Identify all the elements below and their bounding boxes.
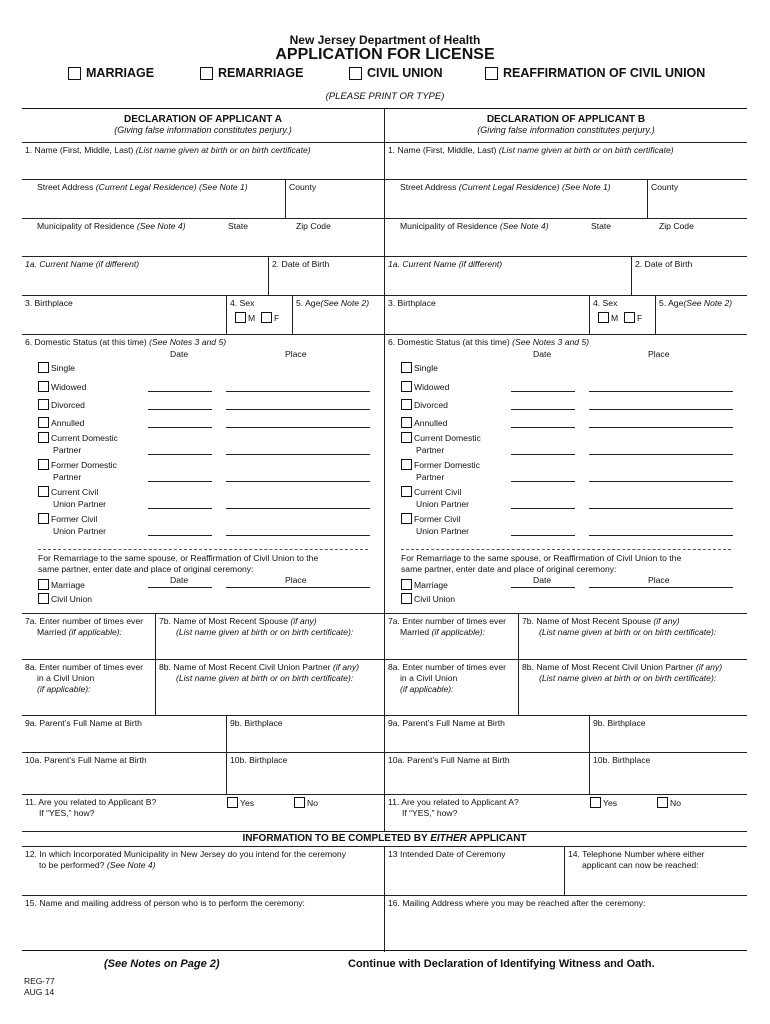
a-related-no-label: No [307,798,318,808]
b-divider [401,549,731,550]
a-street-label: Street Address [37,182,94,192]
a-7a-note: (if applicable): [68,627,123,637]
a-orig-marriage-label: Marriage [51,580,85,590]
marriage-checkbox[interactable] [68,67,81,80]
a-7a-label: 7a. Enter number of times ever [25,616,143,626]
a-sex-label: 4. Sex [230,298,255,308]
b-sex-label: 4. Sex [593,298,618,308]
b-current-dp-label: Current Domestic Partner [414,433,481,455]
a-status-current-dp[interactable] [38,432,118,456]
a-zip-label: Zip Code [296,221,331,231]
a-status-divorced[interactable] [38,399,85,411]
b-status-former-dp[interactable] [401,459,480,483]
applicant-b-perjury: (Giving false information constitutes perjury.) [477,125,655,135]
b-age-label: 5. Age [659,298,684,308]
b-annulled-date-line[interactable] [511,427,575,428]
a-street-field[interactable] [22,180,286,219]
type-reaffirmation-label: REAFFIRMATION OF CIVIL UNION [503,66,706,80]
q12-label-2: to be performed? [39,860,105,870]
a-current-cu-checkbox[interactable] [38,486,49,497]
a-municipality-note: (See Note 4) [136,221,186,231]
a-former-cu-label: Former Civil Union Partner [51,514,107,536]
a-related-yes-checkbox[interactable] [227,797,238,808]
a-divider [38,549,368,550]
b-name-note: (List name given at birth or on birth certificate) [498,145,674,155]
a-current-cu-date-line[interactable] [148,508,212,509]
a-domestic-label: 6. Domestic Status (at this time) [25,337,147,347]
b-annulled-place-line[interactable] [589,427,733,428]
b-parent1-birthplace-field[interactable] [590,716,747,753]
b-7b-note: (if any) [653,616,680,626]
q12-label: 12. In which Incorporated Municipality in New Jersey do you intend for the ceremony [25,849,346,859]
b-current-cu-date-line[interactable] [511,508,575,509]
type-civil-union[interactable] [349,66,442,80]
a-single-label: Single [51,363,75,373]
a-10a-label: 10a. Parent’s Full Name at Birth [25,755,147,765]
a-date-header: Date [170,349,189,359]
a-related-yes-label: Yes [240,798,255,808]
a-current-dp-date-line[interactable] [148,454,212,455]
form-title: APPLICATION FOR LICENSE [275,46,495,63]
a-divorced-place-line[interactable] [226,409,370,410]
a-orig-marriage-checkbox[interactable] [38,579,49,590]
q14-label: 14. Telephone Number where either [568,849,705,859]
b-orig-marriage[interactable] [401,579,448,591]
b-orig-cu-label: Civil Union [414,594,456,604]
b-related-yes-checkbox[interactable] [590,797,601,808]
b-status-single[interactable] [401,362,438,374]
b-related-yes[interactable] [590,797,617,809]
b-orig-place-header: Place [648,575,670,585]
b-7a-label-2: Married [400,627,430,637]
b-current-cu-place-line[interactable] [589,508,733,509]
b-8b-note: (if any) [695,662,723,672]
a-name-field[interactable] [22,142,385,180]
b-11-label: 11. Are you related to Applicant A? [388,797,519,807]
a-municipality-field[interactable] [22,219,385,257]
b-parent2-name-field[interactable] [385,753,590,795]
type-marriage-label: MARRIAGE [86,66,155,80]
b-remarriage-text-2: same partner, enter date and place of original ceremony: [401,564,617,574]
q13-label: 13 Intended Date of Ceremony [388,849,506,859]
a-status-current-cu[interactable] [38,486,106,510]
a-8b-note: (if any) [332,662,360,672]
type-reaffirmation[interactable] [485,66,705,80]
b-street-note: (Current Legal Residence) (See Note 1) [458,182,611,192]
q16-label: 16. Mailing Address where you may be reached after the ceremony: [388,898,646,908]
b-former-dp-label: Former Domestic Partner [414,460,480,482]
b-7a-note: (if applicable): [431,627,486,637]
a-current-name-label: 1a. Current Name (if different) [25,259,140,269]
a-age-note: (See Note 2) [320,298,370,308]
a-remarriage-text-1: For Remarriage to the same spouse, or Reaffirmation of Civil Union to the [38,553,319,563]
form-code: REG-77 [24,976,55,986]
a-birthplace-field[interactable] [22,296,227,335]
a-7b-note: (if any) [290,616,317,626]
b-age-field[interactable] [656,296,747,335]
b-municipality-field[interactable] [385,219,747,257]
b-8a-note: (if applicable): [400,684,454,694]
b-related-no-checkbox[interactable] [657,797,668,808]
officiant-field[interactable] [22,896,385,952]
form-revision: AUG 14 [24,987,55,997]
a-current-cu-place-line[interactable] [226,508,370,509]
b-former-cu-date-line[interactable] [511,535,575,536]
a-annulled-place-line[interactable] [226,427,370,428]
a-former-dp-checkbox[interactable] [38,459,49,470]
a-status-former-cu[interactable] [38,513,106,537]
b-8b-label: 8b. Name of Most Recent Civil Union Partner [522,662,694,672]
b-recent-spouse-field[interactable] [519,614,747,660]
reaffirmation-checkbox[interactable] [485,67,498,80]
a-annulled-date-line[interactable] [148,427,212,428]
a-sex-m-checkbox[interactable] [235,312,246,323]
b-10b-label: 10b. Birthplace [593,755,651,765]
b-county-field[interactable] [648,180,747,219]
b-age-note: (See Note 2) [683,298,733,308]
a-orig-date-header: Date [170,575,189,585]
b-related-no[interactable] [657,797,681,809]
agency-name: New Jersey Department of Health [289,33,481,47]
b-9a-label: 9a. Parent’s Full Name at Birth [388,718,505,728]
b-domestic-label: 6. Domestic Status (at this time) [388,337,510,347]
b-current-dp-date-line[interactable] [511,454,575,455]
b-status-current-dp[interactable] [401,432,481,456]
q12-note: (See Note 4) [106,860,156,870]
b-annulled-checkbox[interactable] [401,417,412,428]
b-remarriage-text-1: For Remarriage to the same spouse, or Reaffirmation of Civil Union to the [401,553,682,563]
b-widowed-date-line[interactable] [511,391,575,392]
a-times-married-field[interactable] [22,614,156,660]
b-current-dp-place-line[interactable] [589,454,733,455]
a-sex-f-label: F [274,313,280,323]
q15-label: 15. Name and mailing address of person who is to perform the ceremony: [25,898,305,908]
type-remarriage[interactable] [200,66,303,80]
b-status-widowed[interactable] [401,381,449,393]
b-recent-cu-partner-field[interactable] [519,660,747,716]
b-divorced-label: Divorced [414,400,448,410]
b-street-field[interactable] [385,180,648,219]
a-widowed-label: Widowed [51,382,87,392]
application-form [22,108,747,951]
b-former-cu-checkbox[interactable] [401,513,412,524]
a-times-civil-union-field[interactable] [22,660,156,716]
a-former-cu-checkbox[interactable] [38,513,49,524]
b-7a-label: 7a. Enter number of times ever [388,616,506,626]
a-sex-m-label: M [248,313,256,323]
a-related-no[interactable] [294,797,318,809]
b-widowed-label: Widowed [414,382,450,392]
continue-note: Continue with Declaration of Identifying Witness and Oath. [348,958,655,970]
a-7b-note-2: (List name given at birth or on birth certificate): [176,627,354,637]
b-orig-cu-checkbox[interactable] [401,593,412,604]
b-single-checkbox[interactable] [401,362,412,373]
applicant-a-title: DECLARATION OF APPLICANT A [124,114,282,125]
a-remarriage-text-2: same partner, enter date and place of original ceremony: [38,564,254,574]
b-times-married-field[interactable] [385,614,519,660]
b-7b-note-2: (List name given at birth or on birth certificate): [539,627,717,637]
applicant-b-title: DECLARATION OF APPLICANT B [486,114,646,125]
a-current-dp-label: Current Domestic Partner [51,433,118,455]
b-street-label: Street Address [400,182,457,192]
applicant-a-perjury: (Giving false information constitutes perjury.) [114,125,292,135]
a-related-no-checkbox[interactable] [294,797,305,808]
a-recent-spouse-field[interactable] [156,614,385,660]
b-domestic-status [385,335,747,614]
b-related-yes-label: Yes [603,798,618,808]
b-name-field[interactable] [385,142,747,180]
b-name-label: 1. Name (First, Middle, Last) [388,145,497,155]
a-status-widowed[interactable] [38,381,86,393]
a-8b-label: 8b. Name of Most Recent Civil Union Partner [159,662,331,672]
b-parent2-birthplace-field[interactable] [590,753,747,795]
ceremony-municipality-field[interactable] [22,847,385,896]
b-dob-field[interactable] [632,257,747,296]
type-remarriage-label: REMARRIAGE [218,66,304,80]
see-notes: (See Notes on Page 2) [104,958,220,970]
a-sex-m[interactable] [235,312,255,324]
a-county-field[interactable] [286,180,385,219]
a-orig-civil-union[interactable] [38,593,92,605]
a-former-cu-place-line[interactable] [226,535,370,536]
either-applicant-heading [22,832,747,847]
b-status-current-cu[interactable] [401,486,469,510]
b-orig-date-line[interactable] [511,587,575,588]
a-status-former-dp[interactable] [38,459,117,483]
a-county-label: County [289,182,317,192]
b-related-no-label: No [670,798,681,808]
a-parent1-name-field[interactable] [22,716,227,753]
a-11-label: 11. Are you related to Applicant B? [25,797,157,807]
b-orig-marriage-checkbox[interactable] [401,579,412,590]
civil-union-checkbox[interactable] [349,67,362,80]
b-sex-m[interactable] [598,312,618,324]
a-annulled-checkbox[interactable] [38,417,49,428]
a-age-field[interactable] [293,296,385,335]
b-former-dp-checkbox[interactable] [401,459,412,470]
b-single-label: Single [414,363,438,373]
b-divorced-date-line[interactable] [511,409,575,410]
remarriage-checkbox[interactable] [200,67,213,80]
b-status-annulled[interactable] [401,417,447,429]
b-orig-civil-union[interactable] [401,593,455,605]
a-birthplace-label: 3. Birthplace [25,298,73,308]
q14-label-2: applicant can now be reached: [582,860,699,870]
b-8a-label: 8a. Enter number of times ever [388,662,506,672]
a-sex-f-checkbox[interactable] [261,312,272,323]
b-municipality-label: Municipality of Residence [400,221,498,231]
print-instruction: (PLEASE PRINT OR TYPE) [325,91,445,102]
a-orig-marriage[interactable] [38,579,85,591]
a-9a-label: 9a. Parent’s Full Name at Birth [25,718,142,728]
form-number [24,976,55,998]
a-orig-place-line[interactable] [226,587,370,588]
a-parent1-birthplace-field[interactable] [227,716,385,753]
either-heading-post: APPLICANT [466,833,527,844]
a-municipality-label: Municipality of Residence [37,221,135,231]
b-status-divorced[interactable] [401,399,448,411]
b-place-header: Place [648,349,670,359]
a-7b-label: 7b. Name of Most Recent Spouse [159,616,288,626]
b-10a-label: 10a. Parent’s Full Name at Birth [388,755,510,765]
a-status-single[interactable] [38,362,75,374]
b-orig-place-line[interactable] [589,587,733,588]
b-sex-m-checkbox[interactable] [598,312,609,323]
a-name-note: (List name given at birth or on birth certificate) [135,145,311,155]
a-recent-cu-partner-field[interactable] [156,660,385,716]
a-widowed-place-line[interactable] [226,391,370,392]
b-current-name-label: 1a. Current Name (if different) [388,259,503,269]
b-parent1-name-field[interactable] [385,716,590,753]
a-related-yes[interactable] [227,797,254,809]
b-related-field [385,795,747,832]
b-date-header: Date [533,349,552,359]
b-8a-label-2: in a Civil Union [400,673,458,683]
b-8b-note-2: (List name given at birth or on birth certificate): [539,673,717,683]
a-domestic-status [22,335,385,614]
a-divorced-checkbox[interactable] [38,399,49,410]
a-former-cu-date-line[interactable] [148,535,212,536]
a-parent2-birthplace-field[interactable] [227,753,385,795]
a-divorced-date-line[interactable] [148,409,212,410]
either-heading-pre: INFORMATION TO BE COMPLETED BY [242,833,431,844]
a-current-dp-checkbox[interactable] [38,432,49,443]
a-11-how: If “YES,” how? [39,808,95,818]
b-county-label: County [651,182,679,192]
b-current-cu-checkbox[interactable] [401,486,412,497]
a-former-dp-label: Former Domestic Partner [51,460,117,482]
b-widowed-place-line[interactable] [589,391,733,392]
b-municipality-note: (See Note 4) [499,221,549,231]
a-current-cu-label: Current Civil Union Partner [51,487,107,509]
a-domestic-note: (See Notes 3 and 5) [149,337,227,347]
a-name-label: 1. Name (First, Middle, Last) [25,145,134,155]
b-former-dp-date-line[interactable] [511,481,575,482]
telephone-field[interactable] [565,847,747,896]
a-10b-label: 10b. Birthplace [230,755,288,765]
b-sex-m-label: M [611,313,619,323]
a-orig-place-header: Place [285,575,307,585]
b-former-cu-place-line[interactable] [589,535,733,536]
b-orig-date-header: Date [533,575,552,585]
a-sex-f[interactable] [261,312,279,324]
b-divorced-place-line[interactable] [589,409,733,410]
a-widowed-checkbox[interactable] [38,381,49,392]
a-age-label: 5. Age [296,298,321,308]
a-8a-label-2: in a Civil Union [37,673,95,683]
b-11-how: If “YES,” how? [402,808,458,818]
a-orig-date-line[interactable] [148,587,212,588]
type-civil-union-label: CIVIL UNION [367,66,443,80]
b-domestic-note: (See Notes 3 and 5) [512,337,590,347]
b-current-dp-checkbox[interactable] [401,432,412,443]
b-zip-label: Zip Code [659,221,694,231]
b-current-name-field[interactable] [385,257,632,296]
b-9b-label: 9b. Birthplace [593,718,646,728]
a-9b-label: 9b. Birthplace [230,718,283,728]
b-divorced-checkbox[interactable] [401,399,412,410]
b-widowed-checkbox[interactable] [401,381,412,392]
b-status-former-cu[interactable] [401,513,469,537]
a-former-dp-date-line[interactable] [148,481,212,482]
b-sex-field [590,296,656,335]
a-orig-cu-label: Civil Union [51,594,93,604]
a-dob-field[interactable] [269,257,385,296]
b-birthplace-field[interactable] [385,296,590,335]
b-7b-label: 7b. Name of Most Recent Spouse [522,616,651,626]
a-dob-label: 2. Date of Birth [272,259,330,269]
a-current-dp-place-line[interactable] [226,454,370,455]
b-annulled-label: Annulled [414,418,448,428]
a-divorced-label: Divorced [51,400,85,410]
b-dob-label: 2. Date of Birth [635,259,693,269]
b-sex-f-checkbox[interactable] [624,312,635,323]
b-state-label: State [591,221,612,231]
a-current-name-field[interactable] [22,257,269,296]
a-orig-cu-checkbox[interactable] [38,593,49,604]
a-widowed-date-line[interactable] [148,391,212,392]
type-marriage[interactable] [68,66,154,80]
b-sex-f[interactable] [624,312,642,324]
a-single-checkbox[interactable] [38,362,49,373]
b-birthplace-label: 3. Birthplace [388,298,436,308]
b-current-cu-label: Current Civil Union Partner [414,487,470,509]
a-status-annulled[interactable] [38,417,84,429]
a-parent2-name-field[interactable] [22,753,227,795]
a-annulled-label: Annulled [51,418,85,428]
ceremony-date-field[interactable] [385,847,565,896]
b-sex-f-label: F [637,313,643,323]
a-place-header: Place [285,349,307,359]
a-7a-label-2: Married [37,627,67,637]
a-former-dp-place-line[interactable] [226,481,370,482]
a-sex-field [227,296,293,335]
b-times-civil-union-field[interactable] [385,660,519,716]
a-state-label: State [228,221,249,231]
either-heading-em: EITHER [430,833,467,844]
b-orig-marriage-label: Marriage [414,580,448,590]
a-8a-label: 8a. Enter number of times ever [25,662,143,672]
b-former-cu-label: Former Civil Union Partner [414,514,470,536]
mailing-address-field[interactable] [385,896,747,952]
a-street-note: (Current Legal Residence) (See Note 1) [95,182,248,192]
b-former-dp-place-line[interactable] [589,481,733,482]
a-8a-note: (if applicable): [37,684,91,694]
a-related-field [22,795,385,832]
a-8b-note-2: (List name given at birth or on birth certificate): [176,673,354,683]
